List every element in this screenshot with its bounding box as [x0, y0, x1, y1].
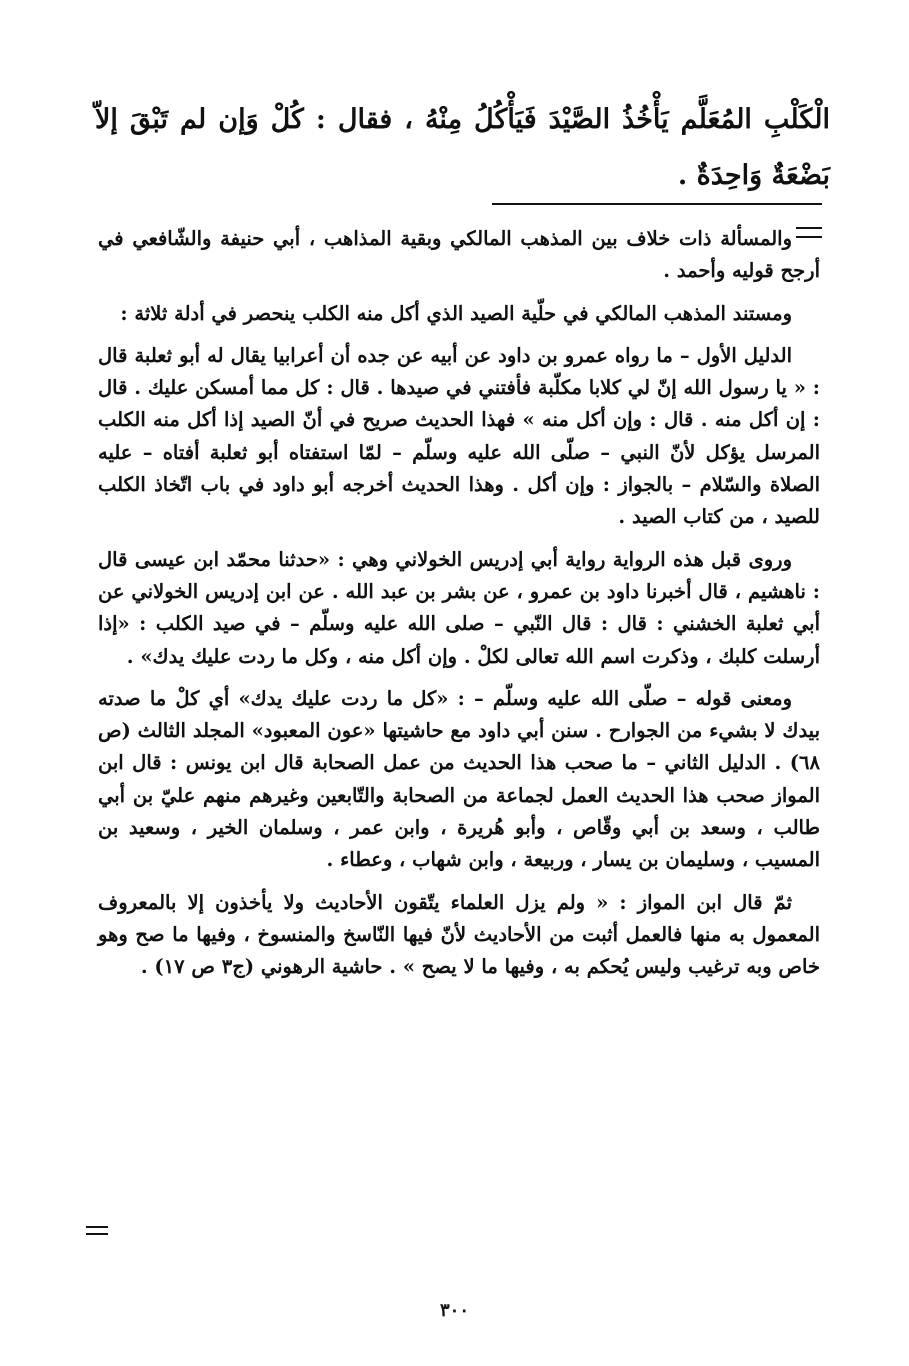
page-number: ٣٠٠	[439, 1300, 469, 1321]
footnotes	[98, 223, 820, 994]
footnote-paragraph: الدليل الأول – ما رواه عمرو بن داود عن أبيه عن جده أن أعرابيا يقال له أبو ثعلبة قال : « يا رسول الله إنّ لي كلابا مكلّبة فأفتني في صيدها . قال : كل مما أمسكن عليك . قال : إن أكل منه . قال : وإن أكل منه » فهذا الحديث صريح في أنّ الصيد إذا أكل منه الكلب المرسل يؤكل لأنّ النبي – صلّى الله عليه وسلّم – لمّا استفتاه أبو ثعلبة أفتاه – عليه الصلاة والسّلام – بالجواز : وإن أكل . وهذا الحديث أخرجه أبو داود في باب اتّخاذ الكلب للصيد ، من كتاب الصيد .	[98, 343, 820, 529]
footnote-paragraph: وروى قبل هذه الرواية رواية أبي إدريس الخولاني وهي : «حدثنا محمّد ابن عيسى قال : ناهشيم ، قال أخبرنا داود بن عمرو ، عن بشر بن عبد الله . عن ابن إدريس الخولاني عن أبي ثعلبة الخشني : قال : قال النّبي – صلى الله عليه وسلّم – في صيد الكلب : «إذا أرسلت كلبك ، وذكرت اسم الله تعالى لكلْ . وإن أكل منه ، وكل ما ردت عليك يدك» .	[98, 547, 820, 668]
footnote-paragraph: والمسألة ذات خلاف بين المذهب المالكي وبقية المذاهب ، أبي حنيفة والشّافعي في أرجح قوليه وأحمد .	[98, 227, 820, 283]
footnote-separator	[492, 203, 822, 205]
main-text: الْكَلْبِ المُعَلَّم يَأْخُذُ الصَّيْدَ فَيَأْكُلُ مِنْهُ ، فقال : كُلْ وَإن لم تَبْقَ إلاّ بَضْعَةٌ وَاحِدَةٌ .	[95, 104, 830, 191]
footnote-paragraph: ثمّ قال ابن المواز : « ولم يزل العلماء يتّقون الأحاديث ولا يأخذون إلا بالمعروف المعمول به منها فالعمل أثبت من الأحاديث لأنّ فيها النّاسخ والمنسوخ ، وفيها ما صح وهو خاص وبه ترغيب وليس يُحكم به ، وفيها ما لا يصح » . حاشية الرهوني (ج٣ ص ١٧) .	[98, 890, 820, 979]
footnote-paragraph: ومستند المذهب المالكي في حلّية الصيد الذي أكل منه الكلب ينحصر في أدلة ثلاثة :	[120, 301, 792, 325]
margin-mark-bottom	[86, 1226, 108, 1235]
footnote-paragraph: ومعنى قوله – صلّى الله عليه وسلّم – : «كل ما ردت عليك يدك» أي كلْ ما صدته بيدك لا بشيء من الجوارح . سنن أبي داود مع حاشيتها «عون المعبود» المجلد الثالث (ص ٦٨) . الدليل الثاني – ما صحب هذا الحديث من عمل الصحابة قال ابن يونس : قال ابن المواز صحب هذا الحديث العمل لجماعة من الصحابة والتّابعين وغيرهم منهم عليّ بن أبي طالب ، وسعد بن أبي وقّاص ، وأبو هُريرة ، وابن عمر ، وسلمان الخير ، وسعيد بن المسيب ، وسليمان بن يسار ، وربيعة ، وابن شهاب ، وعطاء .	[98, 686, 820, 872]
